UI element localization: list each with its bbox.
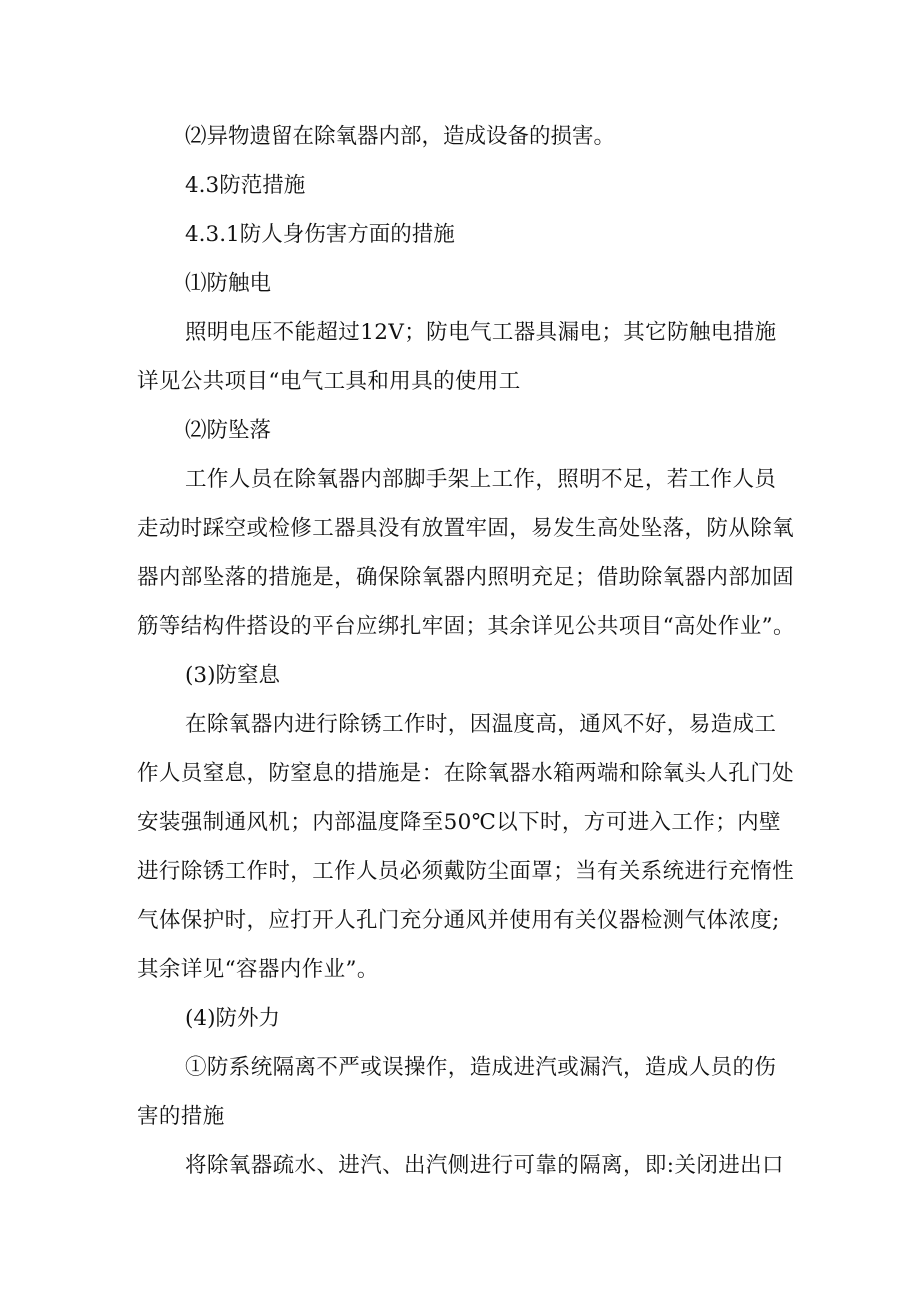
heading-electric-shock: ⑴防触电 bbox=[185, 271, 272, 296]
paragraph-suffocation: 在除氧器内进行除锈工作时，因温度高，通风不好，易造成工作人员窒息，防窒息的措施是：在除氧器水箱两端和除氧头人孔门处安装强制通风机；内部温度降至50℃以下时，方可进入工作；内壁进行除锈工作时，工作人员必须戴防尘面罩；当有关系统进行充惰性气体保护时，应打开人孔门充分通风并使用有关仪器检测气体浓度;其余详见“容器内作业”。 bbox=[137, 712, 795, 982]
paragraph-electric-shock: 照明电压不能超过12V；防电气工器具漏电；其它防触电措施详见公共项目“电气工具和用具的使用工 bbox=[137, 320, 777, 394]
document-body bbox=[137, 112, 797, 1190]
heading-4-3-preventive-measures: 4.3防范措施 bbox=[185, 173, 306, 198]
heading-fall-prevention: ⑵防坠落 bbox=[185, 418, 272, 443]
paragraph-fall-prevention: 工作人员在除氧器内部脚手架上工作，照明不足，若工作人员走动时踩空或检修工器具没有放置牢固，易发生高处坠落，防从除氧器内部坠落的措施是，确保除氧器内照明充足；借助除氧器内部加固筋等结构件搭设的平台应绑扎牢固；其余详见公共项目“高处作业”。 bbox=[137, 467, 795, 639]
heading-external-force: (4)防外力 bbox=[185, 1006, 280, 1031]
paragraph-foreign-object-damage: ⑵异物遗留在除氧器内部，造成设备的损害。 bbox=[185, 124, 616, 149]
heading-4-3-1-personal-injury-measures: 4.3.1防人身伤害方面的措施 bbox=[185, 222, 455, 247]
paragraph-isolation-method: 将除氧器疏水、进汽、出汽侧进行可靠的隔离，即:关闭进出口 bbox=[185, 1153, 784, 1178]
heading-suffocation: (3)防窒息 bbox=[185, 663, 280, 688]
paragraph-isolation-failure: ①防系统隔离不严或误操作，造成进汽或漏汽，造成人员的伤害的措施 bbox=[137, 1055, 777, 1129]
